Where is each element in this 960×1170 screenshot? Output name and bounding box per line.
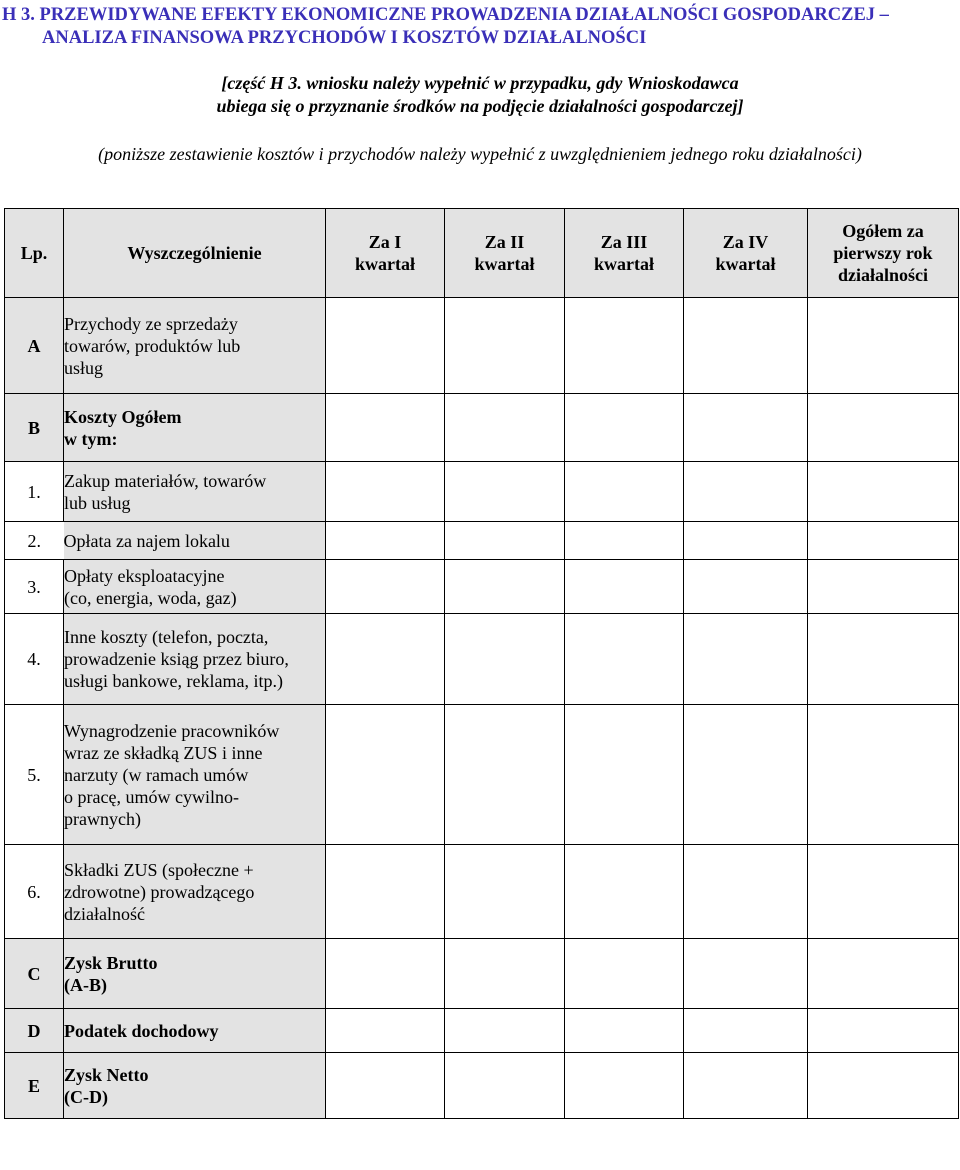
header-q4-l1: Za IV [722, 232, 769, 252]
value-cell-q2[interactable] [445, 462, 565, 522]
value-cell-q3[interactable] [565, 522, 684, 560]
value-cell-total[interactable] [808, 845, 959, 939]
header-q4 [684, 209, 808, 298]
row-description-line: Inne koszty (telefon, poczta, [64, 627, 269, 647]
row-description-line: Zysk Brutto [64, 952, 158, 973]
row-lp: 6. [5, 845, 64, 939]
row-description-line: towarów, produktów lub [64, 335, 241, 356]
row-description-line: w tym: [64, 428, 118, 449]
bracket-note-line2: ubiega się o przyznanie środków na podjęcie działalności gospodarczej] [216, 96, 744, 116]
bracket-note-line1: [część H 3. wniosku należy wypełnić w przypadku, gdy Wnioskodawca [221, 73, 739, 93]
value-cell-q4[interactable] [684, 298, 808, 394]
row-description-line: usług [64, 357, 104, 378]
value-cell-q4[interactable] [684, 939, 808, 1009]
value-cell-q3[interactable] [565, 1053, 684, 1119]
value-cell-total[interactable] [808, 462, 959, 522]
table-row [5, 462, 959, 522]
value-cell-q3[interactable] [565, 705, 684, 845]
section-title-line2: ANALIZA FINANSOWA PRZYCHODÓW I KOSZTÓW DZIAŁALNOŚCI [42, 28, 647, 48]
table-row [5, 560, 959, 614]
row-description [64, 462, 326, 522]
header-q3-l1: Za III [600, 232, 648, 252]
row-description-line: działalność [64, 903, 145, 924]
section-title-line1: H 3. PRZEWIDYWANE EFEKTY EKONOMICZNE PROWADZENIA DZIAŁALNOŚCI GOSPODARCZEJ – [2, 5, 889, 25]
header-q1-l2: kwartał [355, 254, 415, 274]
value-cell-q1[interactable] [326, 462, 445, 522]
row-description [64, 705, 326, 845]
value-cell-q1[interactable] [326, 560, 445, 614]
value-cell-total[interactable] [808, 522, 959, 560]
value-cell-q1[interactable] [326, 298, 445, 394]
value-cell-q1[interactable] [326, 939, 445, 1009]
value-cell-q1[interactable] [326, 522, 445, 560]
row-description [64, 394, 326, 462]
table-row [5, 1053, 959, 1119]
row-description-line: wraz ze składką ZUS i inne [64, 742, 263, 763]
value-cell-q1[interactable] [326, 394, 445, 462]
value-cell-q1[interactable] [326, 705, 445, 845]
row-lp: 2. [5, 522, 64, 560]
row-description-line: prowadzenie ksiąg przez biuro, [64, 649, 289, 669]
value-cell-q1[interactable] [326, 845, 445, 939]
row-description-line: Opłata za najem lokalu [63, 530, 230, 551]
row-description-line: Wynagrodzenie pracowników [64, 720, 280, 741]
row-description [64, 522, 326, 560]
value-cell-q4[interactable] [684, 522, 808, 560]
value-cell-q2[interactable] [445, 1009, 565, 1053]
header-q3-l2: kwartał [594, 254, 654, 274]
header-lp: Lp. [5, 209, 64, 298]
value-cell-q4[interactable] [684, 845, 808, 939]
row-description-line: Opłaty eksploatacyjne [64, 565, 225, 586]
value-cell-q2[interactable] [445, 298, 565, 394]
value-cell-q2[interactable] [445, 1053, 565, 1119]
row-lp: 3. [5, 560, 64, 614]
value-cell-total[interactable] [808, 1053, 959, 1119]
row-description-line: zdrowotne) prowadzącego [64, 881, 255, 902]
row-description [64, 1009, 326, 1053]
value-cell-q4[interactable] [684, 1053, 808, 1119]
table-row [5, 614, 959, 705]
value-cell-q3[interactable] [565, 394, 684, 462]
row-description [64, 298, 326, 394]
row-description-line: prawnych) [64, 808, 141, 829]
row-description-line: Podatek dochodowy [64, 1020, 219, 1041]
value-cell-q1[interactable] [326, 1009, 445, 1053]
value-cell-q3[interactable] [565, 1009, 684, 1053]
value-cell-q2[interactable] [445, 845, 565, 939]
value-cell-q2[interactable] [445, 560, 565, 614]
row-description-line: Zakup materiałów, towarów [64, 470, 267, 491]
value-cell-total[interactable] [808, 560, 959, 614]
value-cell-q3[interactable] [565, 462, 684, 522]
value-cell-q2[interactable] [445, 522, 565, 560]
instruction-note: (poniższe zestawienie kosztów i przychodów należy wypełnić z uwzględnieniem jednego roku działalności) [98, 144, 862, 164]
value-cell-q3[interactable] [565, 298, 684, 394]
header-q3 [565, 209, 684, 298]
row-description-line: Przychody ze sprzedaży [64, 313, 238, 334]
value-cell-q4[interactable] [684, 560, 808, 614]
table-header-row [5, 209, 959, 298]
header-q2-l2: kwartał [474, 254, 535, 274]
header-total-l1: Ogółem za [842, 221, 924, 241]
value-cell-q3[interactable] [565, 939, 684, 1009]
table-row [5, 394, 959, 462]
value-cell-total[interactable] [808, 614, 959, 705]
table-row [5, 298, 959, 394]
table-row [5, 705, 959, 845]
value-cell-q4[interactable] [684, 1009, 808, 1053]
row-description-line: (A-B) [64, 974, 107, 995]
row-description [64, 845, 326, 939]
value-cell-q4[interactable] [684, 394, 808, 462]
financial-analysis-table [4, 208, 959, 1119]
value-cell-total[interactable] [808, 1009, 959, 1053]
row-description-line: Składki ZUS (społeczne + [64, 859, 254, 880]
row-lp: C [5, 939, 64, 1009]
header-q1 [326, 209, 445, 298]
header-q2-l1: Za II [484, 232, 525, 252]
header-total [808, 209, 959, 298]
value-cell-q2[interactable] [445, 939, 565, 1009]
row-description-line: narzuty (w ramach umów [64, 764, 249, 785]
value-cell-q4[interactable] [684, 462, 808, 522]
header-total-l3: działalności [837, 265, 928, 285]
header-q2 [445, 209, 565, 298]
value-cell-total[interactable] [808, 298, 959, 394]
value-cell-q3[interactable] [565, 614, 684, 705]
bracket-note [0, 72, 960, 118]
table-row [5, 845, 959, 939]
value-cell-q2[interactable] [445, 394, 565, 462]
value-cell-total[interactable] [808, 394, 959, 462]
value-cell-q4[interactable] [684, 614, 808, 705]
value-cell-q3[interactable] [565, 560, 684, 614]
table-row [5, 522, 959, 560]
header-total-l2: pierwszy rok [833, 243, 933, 263]
value-cell-q4[interactable] [684, 705, 808, 845]
value-cell-total[interactable] [808, 705, 959, 845]
row-description-line: (co, energia, woda, gaz) [64, 587, 237, 608]
row-lp: 1. [5, 462, 64, 522]
row-description-line: usługi bankowe, reklama, itp.) [64, 671, 283, 691]
row-lp: 5. [5, 705, 64, 845]
row-lp: B [5, 394, 64, 462]
row-description-line: lub usług [64, 492, 131, 513]
value-cell-q1[interactable] [326, 1053, 445, 1119]
header-q1-l1: Za I [368, 232, 402, 252]
row-description-line: Koszty Ogółem [64, 406, 182, 427]
value-cell-q3[interactable] [565, 845, 684, 939]
row-lp: E [5, 1053, 64, 1119]
row-lp: A [5, 298, 64, 394]
row-lp: 4. [5, 614, 64, 705]
header-desc: Wyszczególnienie [64, 209, 326, 298]
row-description [64, 1053, 326, 1119]
row-description-line: (C-D) [64, 1086, 108, 1107]
row-description [64, 614, 326, 705]
value-cell-q2[interactable] [445, 705, 565, 845]
value-cell-q1[interactable] [326, 614, 445, 705]
header-q4-l2: kwartał [715, 254, 776, 274]
row-description-line: Zysk Netto [64, 1064, 149, 1085]
table-row [5, 1009, 959, 1053]
row-description [64, 560, 326, 614]
row-description-line: o pracę, umów cywilno- [64, 786, 239, 807]
value-cell-total[interactable] [808, 939, 959, 1009]
row-lp: D [5, 1009, 64, 1053]
value-cell-q2[interactable] [445, 614, 565, 705]
section-title [2, 4, 952, 50]
table-row [5, 939, 959, 1009]
row-description [64, 939, 326, 1009]
